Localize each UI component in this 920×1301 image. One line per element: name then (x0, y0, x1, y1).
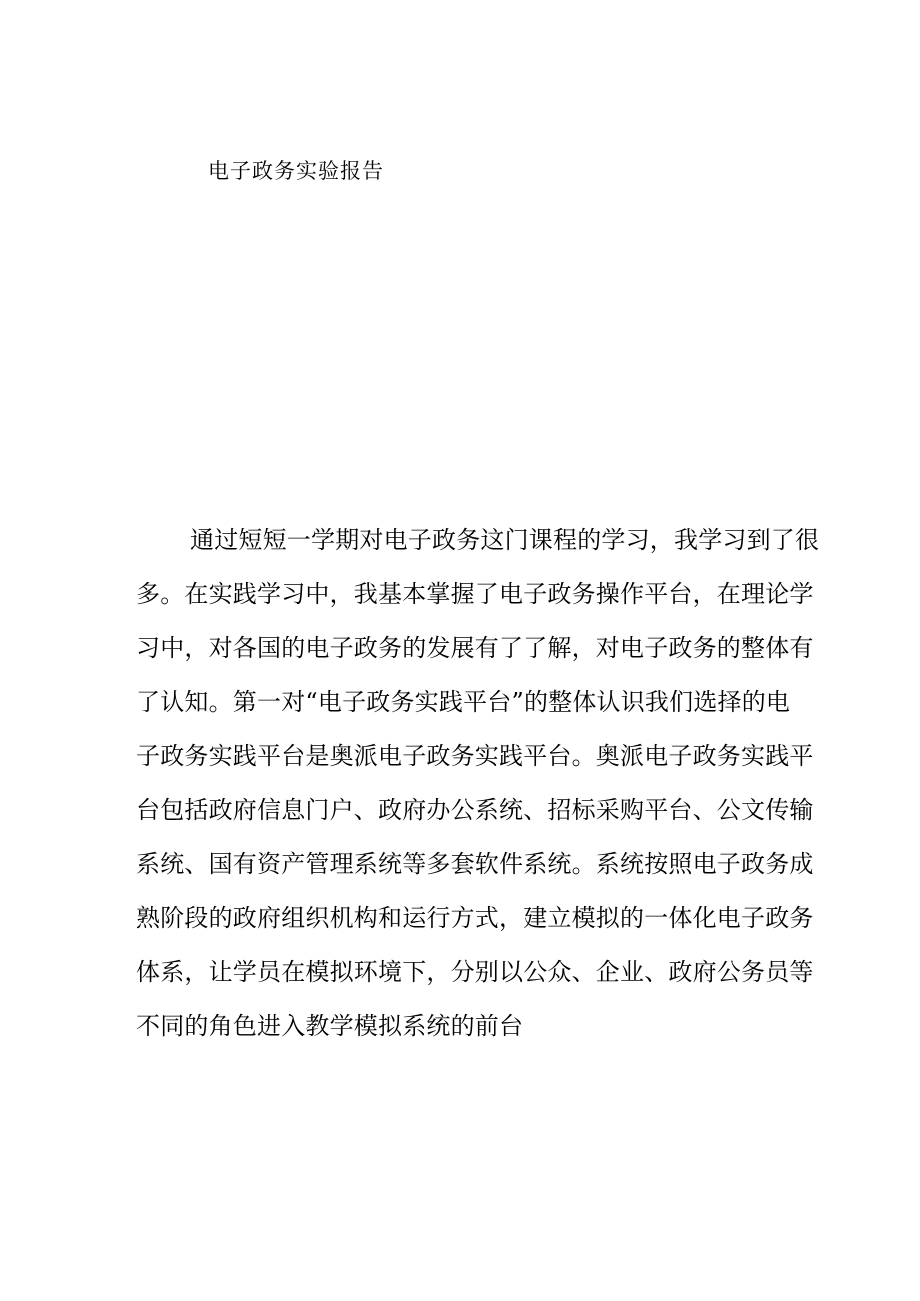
paragraph-line: 习中，对各国的电子政务的发展有了了解，对电子政务的整体有 (136, 634, 814, 662)
body-paragraph (136, 518, 820, 1058)
paragraph-line: 体系，让学员在模拟环境下，分别以公众、企业、政府公务员等 (136, 958, 814, 986)
paragraph-line: 了认知。第一对“电子政务实践平台”的整体认识我们选择的电 (136, 688, 791, 716)
paragraph-line: 多。在实践学习中，我基本掌握了电子政务操作平台，在理论学 (136, 580, 814, 608)
paragraph-line: 子政务实践平台是奥派电子政务实践平台。奥派电子政务实践平 (136, 742, 814, 770)
paragraph-line: 通过短短一学期对电子政务这门课程的学习，我学习到了很 (190, 526, 820, 554)
paragraph-line: 台包括政府信息门户、政府办公系统、招标采购平台、公文传输 (136, 796, 814, 824)
paragraph-line: 熟阶段的政府组织机构和运行方式，建立模拟的一体化电子政务 (136, 904, 814, 932)
paragraph-line: 系统、国有资产管理系统等多套软件系统。系统按照电子政务成 (136, 850, 814, 878)
document-title: 电子政务实验报告 (208, 159, 384, 183)
paragraph-line: 不同的角色进入教学模拟系统的前台 (136, 1012, 524, 1040)
